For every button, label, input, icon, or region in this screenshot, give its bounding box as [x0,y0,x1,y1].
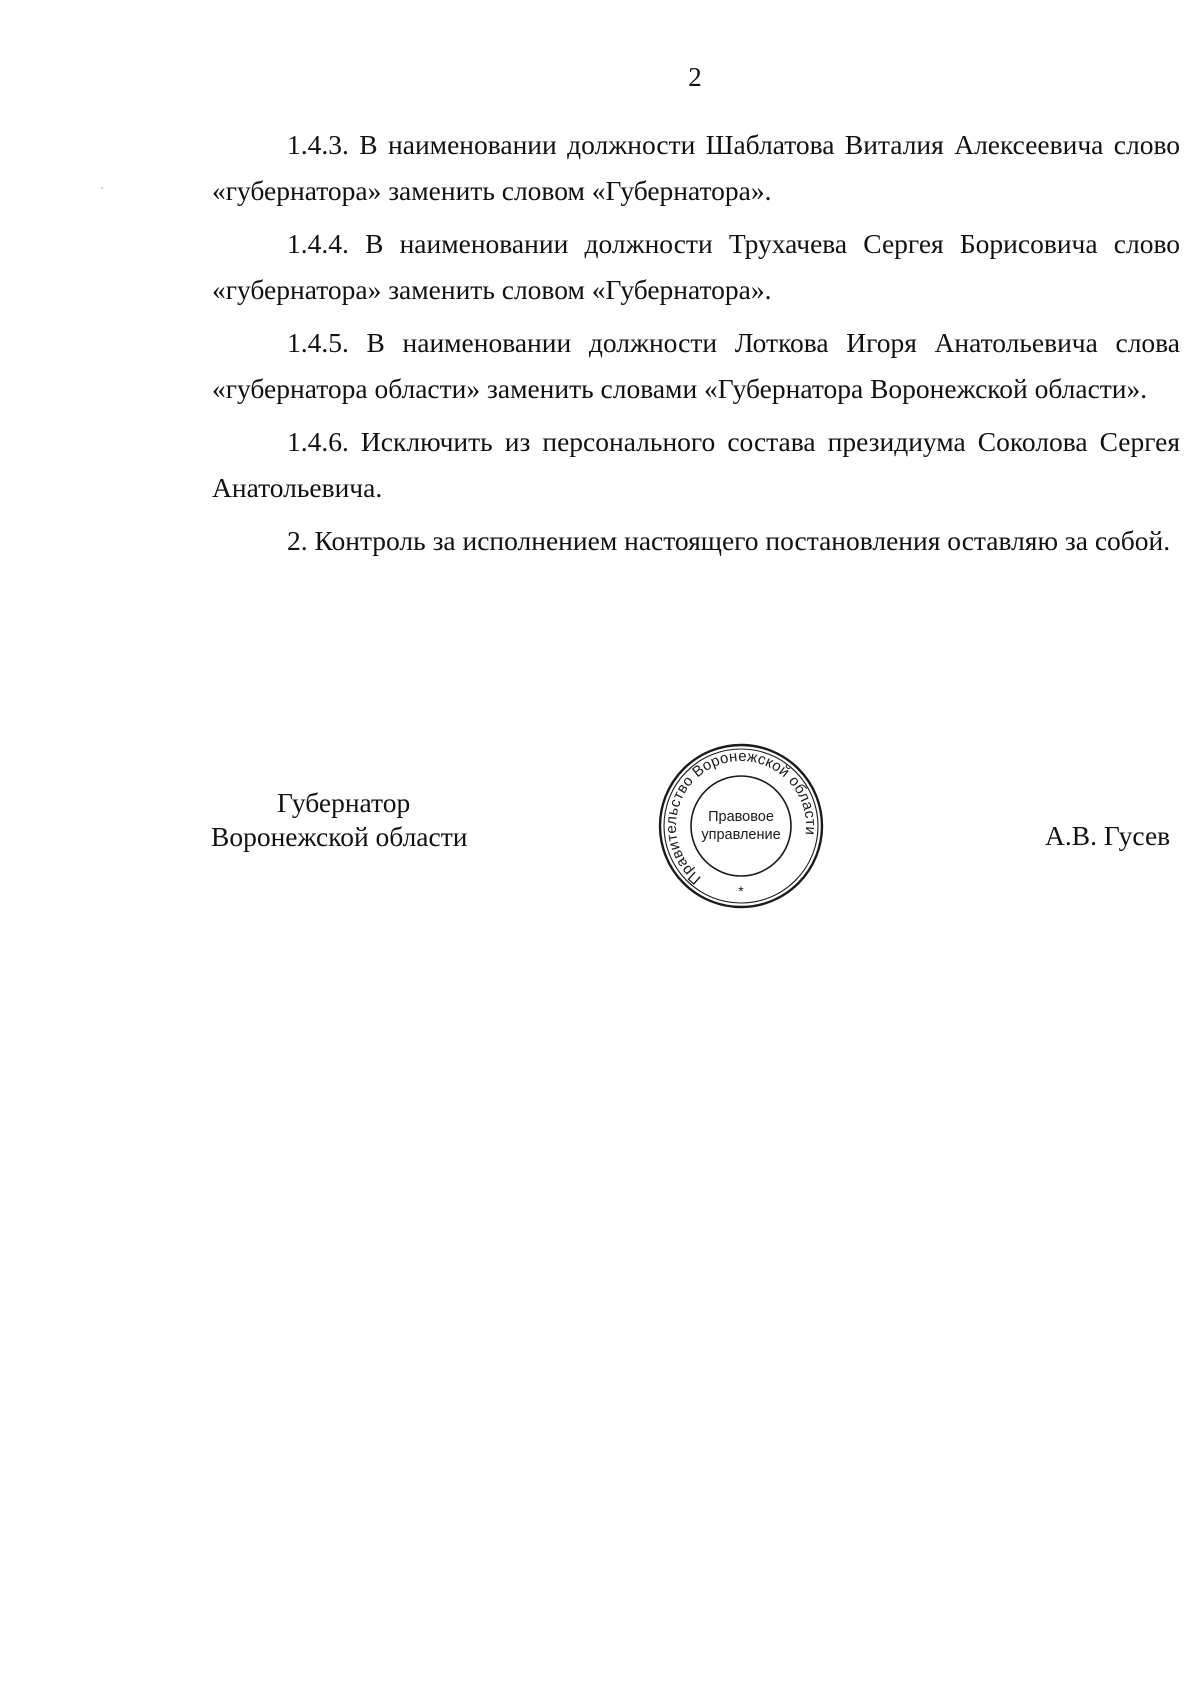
signatory-position-line2: Воронежской области [211,821,468,852]
paragraph-1-4-5: 1.4.5. В наименовании должности Лоткова Игоря Анатольевича слова «губернатора области» заменить словами «Губернатора Воронежской области». [212,327,1180,404]
paragraph-2: 2. Контроль за исполнением настоящего постановления оставляю за собой. [287,525,1171,556]
signatory-position-line1: Губернатор [277,787,411,818]
stamp-center-line2: управление [701,827,781,843]
signatory-position [211,786,467,854]
document-body [212,122,1180,571]
scan-artifact-dot [101,187,103,189]
stamp-star-mark: * [738,883,744,899]
stamp-ring-text: Правительство Воронежской области [662,747,820,888]
stamp-center-line1: Правовое [708,809,774,825]
signatory-name: А.В. Гусев [1045,820,1171,851]
paragraph-1-4-3: 1.4.3. В наименовании должности Шаблатова Виталия Алексеевича слово «губернатора» заменить словом «Губернатора». [212,129,1180,206]
official-stamp-seal [656,741,826,911]
paragraph-1-4-6: 1.4.6. Исключить из персонального состава президиума Соколова Сергея Анатольевича. [212,426,1180,503]
paragraph-1-4-4: 1.4.4. В наименовании должности Трухачева Сергея Борисовича слово «губернатора» заменить словом «Губернатора». [212,228,1180,305]
page-number: 2 [688,62,702,92]
